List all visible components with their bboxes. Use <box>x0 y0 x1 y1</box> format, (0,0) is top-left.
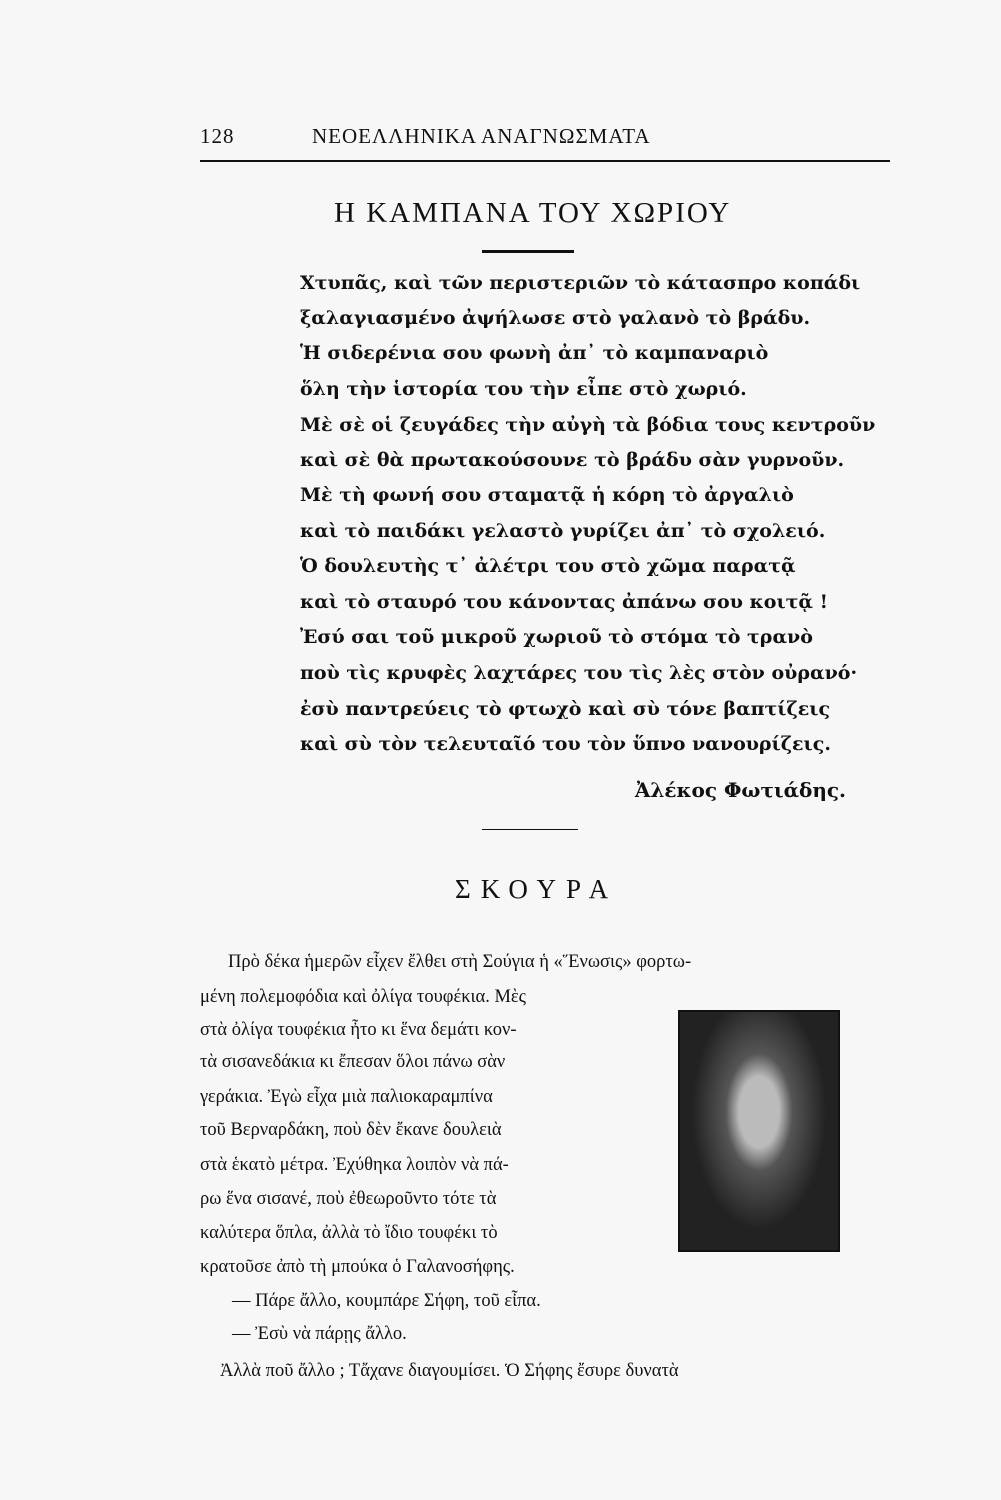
poem-line: καὶ τὸ σταυρό του κάνοντας ἀπάνω σου κοιτᾷ ! <box>300 591 828 613</box>
poem-line: καὶ σὲ θὰ πρωτακούσουνε τὸ βράδυ σὰν γυρνοῦν. <box>300 449 845 471</box>
story-line: — Πάρε ἄλλο, κουμπάρε Σήφη, τοῦ εἶπα. <box>232 1291 541 1311</box>
poem-line: καὶ σὺ τὸν τελευταῖό του τὸν ὕπνο νανουρίζεις. <box>300 733 831 755</box>
author-portrait-photo <box>678 1010 840 1252</box>
story-line: στὰ ὀλίγα τουφέκια ἦτο κι ἕνα δεμάτι κον- <box>200 1020 517 1040</box>
story-line: κρατοῦσε ἀπὸ τὴ μπούκα ὁ Γαλανοσήφης. <box>200 1257 515 1277</box>
story-line: μένη πολεμοφόδια καὶ ὀλίγα τουφέκια. Μὲς <box>200 987 527 1007</box>
poem-line: ὅλη τὴν ἱστορία του τὴν εἶπε στὸ χωριό. <box>300 378 747 400</box>
header-rule <box>200 160 890 162</box>
poem-line: ἐσὺ παντρεύεις τὸ φτωχὸ καὶ σὺ τόνε βαπτίζεις <box>300 698 831 720</box>
section-rule <box>482 829 578 830</box>
story-line: γεράκια. Ἐγὼ εἶχα μιὰ παλιοκαραμπίνα <box>200 1087 493 1107</box>
poem-line: Χτυπᾶς, καὶ τῶν περιστεριῶν τὸ κάτασπρο κοπάδι <box>300 272 861 294</box>
poem-line: ποὺ τὶς κρυφὲς λαχτάρες του τὶς λὲς στὸν οὐρανό· <box>300 662 858 684</box>
poem-author: Ἀλέκος Φωτιάδης. <box>634 778 846 802</box>
poem-line: Ὁ δουλευτὴς τ᾽ ἀλέτρι του στὸ χῶμα παρατᾷ <box>300 555 796 577</box>
poem-line: Μὲ τὴ φωνή σου σταματᾷ ἡ κόρη τὸ ἀργαλιὸ <box>300 484 794 506</box>
poem-line: καὶ τὸ παιδάκι γελαστὸ γυρίζει ἀπ᾽ τὸ σχολειό. <box>300 520 826 542</box>
story-line: τοῦ Βερναρδάκη, ποὺ δὲν ἔκανε δουλειὰ <box>200 1120 502 1140</box>
page-number: 128 <box>200 124 235 148</box>
story-line: καλύτερα ὅπλα, ἀλλὰ τὸ ἴδιο τουφέκι τὸ <box>200 1223 498 1243</box>
title-rule <box>482 250 574 253</box>
poem-line: ξαλαγιασμένο ἀψήλωσε στὸ γαλανὸ τὸ βράδυ. <box>300 307 811 329</box>
poem-line: Ἡ σιδερένια σου φωνὴ ἀπ᾽ τὸ καμπαναριὸ <box>300 342 769 364</box>
story-title: ΣΚΟΥΡΑ <box>455 874 619 904</box>
story-line: Πρὸ δέκα ἡμερῶν εἶχεν ἔλθει στὴ Σούγια ἡ «Ἕνωσις» φορτω- <box>228 952 692 972</box>
story-line: — Ἐσὺ νὰ πάρῃς ἄλλο. <box>232 1324 407 1344</box>
story-line: Ἀλλὰ ποῦ ἄλλο ; Τἄχανε διαγουμίσει. Ὁ Σήφης ἔσυρε δυνατὰ <box>220 1361 679 1381</box>
poem-line: Μὲ σὲ οἱ ζευγάδες τὴν αὐγὴ τὰ βόδια τους κεντροῦν <box>300 414 876 436</box>
poem-title: Η ΚΑΜΠΑΝΑ ΤΟΥ ΧΩΡΙΟΥ <box>334 197 732 229</box>
poem-line: Ἐσύ σαι τοῦ μικροῦ χωριοῦ τὸ στόμα τὸ τρανὸ <box>300 626 813 648</box>
story-line: ρω ἕνα σισανέ, ποὺ ἐθεωροῦντο τότε τὰ <box>200 1189 497 1209</box>
running-title: ΝΕΟΕΛΛΗΝΙΚΑ ΑΝΑΓΝΩΣΜΑΤΑ <box>312 124 651 148</box>
story-line: τὰ σισανεδάκια κι ἔπεσαν ὅλοι πάνω σὰν <box>200 1052 506 1072</box>
story-line: στὰ ἑκατὸ μέτρα. Ἐχύθηκα λοιπὸν νὰ πά- <box>200 1155 509 1175</box>
